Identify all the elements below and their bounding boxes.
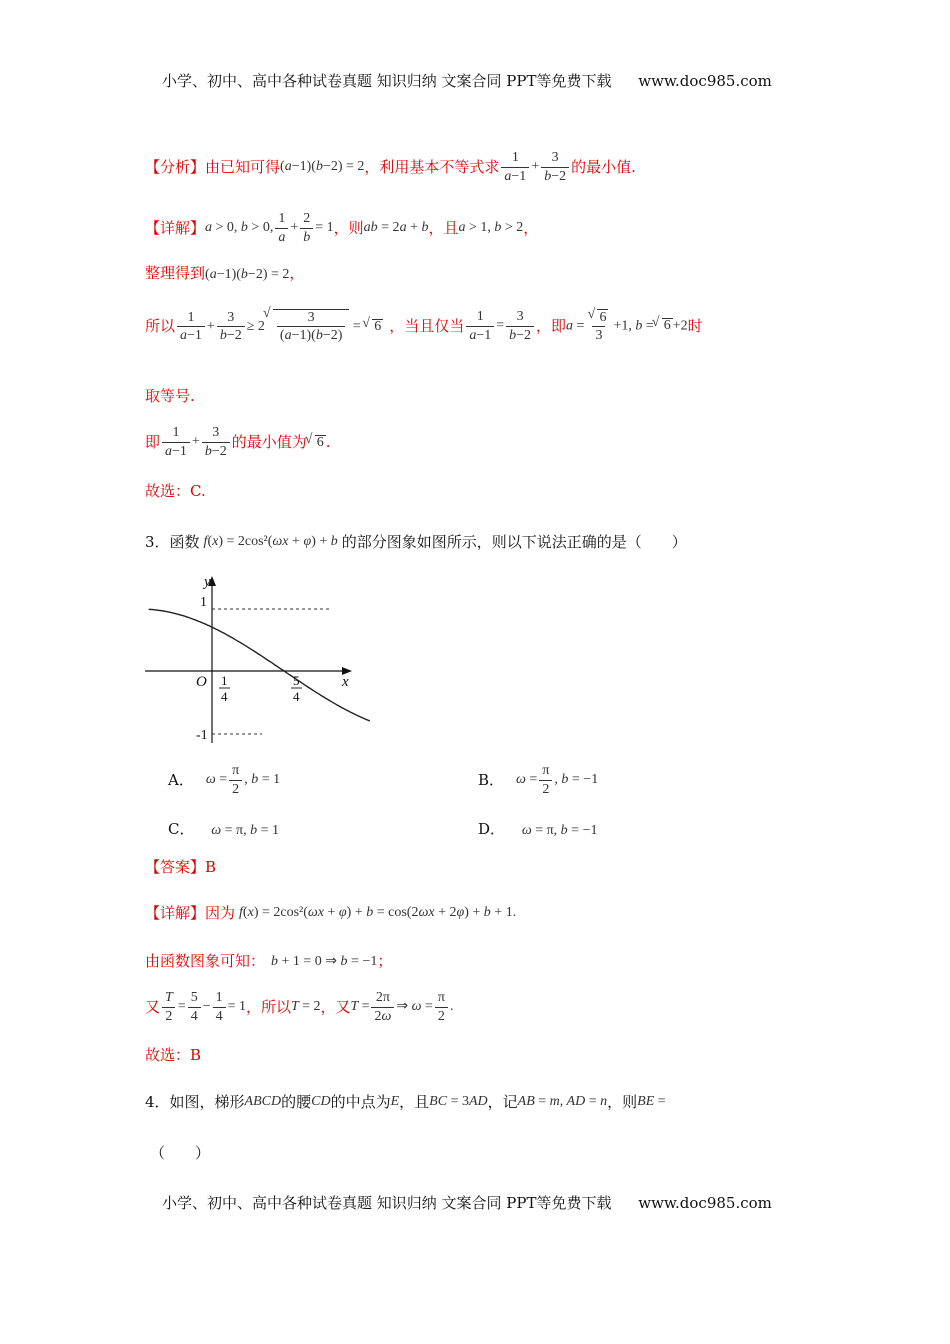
detail2-math-4: T = 2	[291, 999, 321, 1014]
q3-graph	[140, 568, 370, 748]
detail1-text-1: ，则	[333, 218, 364, 237]
detail2-line3	[145, 986, 453, 1028]
q4-label: 4．如图，梯形	[145, 1092, 245, 1111]
detail1-math-2: ab = 2a + b	[363, 220, 429, 235]
analysis-tag: 【分析】	[145, 157, 206, 176]
detail1-math-3: a > 1, b > 2	[458, 220, 524, 235]
detail1-line5-math-2: √ 6	[307, 435, 326, 450]
footer-text: 小学、初中、高中各种试卷真题 知识归纳 文案合同 PPT等免费下载	[162, 1194, 612, 1212]
detail1-line2	[145, 266, 304, 282]
q3-option-b-letter: B．	[478, 770, 505, 789]
answer-line	[145, 860, 216, 875]
footer-url[interactable]: www.doc985.com	[638, 1194, 772, 1212]
detail1-line2-text: 整理得到	[145, 264, 206, 282]
detail1-line5-end: .	[325, 432, 331, 451]
detail1-line3-math-1: $\frac{1}{a-1}$ + $\frac{3}{b-2}$ ≥ 2 √ $\frac{3}{(a-1)(b-2)}$ = √ 6	[175, 309, 383, 344]
analysis-text-1: 由已知可得	[205, 157, 281, 176]
detail1-line3-math-2: $\frac{1}{a-1}$ = $\frac{3}{b-2}$	[464, 309, 536, 343]
detail2-math-1: f(x) = 2cos²(ωx + φ) + b = cos(2ωx + 2φ) + b + 1.	[239, 905, 517, 920]
detail2-l3-a: 又	[145, 997, 161, 1016]
x-tick-1-4-den: 4	[221, 689, 228, 704]
detail2-tag: 【详解】	[145, 903, 206, 922]
analysis-math-1: (a−1)(b−2) = 2	[280, 159, 365, 174]
x-tick-5-4-den: 4	[293, 689, 300, 704]
detail1-tag: 【详解】	[145, 218, 206, 237]
x-tick-1-4-num: 1	[221, 673, 228, 688]
detail2-l2: 由函数图象可知：	[145, 952, 266, 970]
q3-option-a-letter: A．	[168, 770, 194, 789]
detail1-line4: 取等号.	[145, 387, 195, 405]
q3-function: f(x) = 2cos²(ωx + φ) + b	[203, 534, 338, 549]
q3-suffix: 的部分图象如图所示，则以下说法正确的是（ ）	[341, 532, 687, 551]
header-text: 小学、初中、高中各种试卷真题 知识归纳 文案合同 PPT等免费下载	[162, 72, 612, 90]
q4-paren: （ ）	[150, 1144, 211, 1162]
q4-t2: 的中点为	[330, 1092, 391, 1111]
detail1-line3	[145, 300, 703, 352]
q3-stem	[145, 530, 687, 554]
y-tick-1: 1	[200, 595, 207, 610]
analysis-text-2: ，利用基本不等式求	[364, 157, 500, 176]
detail2-t1: 因为	[205, 903, 236, 922]
y-axis-label: y	[204, 574, 211, 590]
q4-t1: 的腰	[281, 1092, 312, 1111]
detail2-l3-c: ，又	[320, 997, 351, 1016]
detail1-line2-math: (a−1)(b−2) = 2	[205, 267, 290, 282]
answer-value: B	[205, 858, 217, 876]
detail1-line5-mid: 的最小值为	[231, 432, 307, 451]
q3-option-a-math: ω = $\frac{\pi}{2}$ , b = 1	[205, 763, 281, 797]
q3-label: 3．函数	[145, 532, 200, 551]
q3-option-a[interactable]	[168, 760, 280, 800]
footer-banner	[162, 1192, 772, 1213]
q4-t4: ，记	[487, 1092, 518, 1111]
q3-option-c[interactable]	[168, 822, 279, 838]
q4-math-e: E	[390, 1094, 400, 1109]
q4-t5: ，则	[607, 1092, 638, 1111]
q3-option-d[interactable]	[478, 822, 597, 838]
detail1-line3-ji: ，即	[536, 316, 567, 335]
detail2-math-3: $\frac{T}{2}$ = $\frac{5}{4}$ − $\frac{1}{4}$ = 1	[160, 990, 246, 1024]
q3-option-d-letter: D．	[478, 820, 506, 838]
detail1-line5-math-1: $\frac{1}{a-1}$ + $\frac{3}{b-2}$	[160, 425, 232, 459]
q3-option-c-math: ω = π, b = 1	[211, 823, 280, 838]
q4-math-be: BE =	[637, 1094, 666, 1109]
detail1-line2-end: ，	[289, 264, 305, 282]
detail2-math-5: T = $\frac{2\pi}{2\omega}$ ⇒ ω = $\frac{\pi}{2}$ .	[350, 990, 454, 1024]
detail2-line2	[145, 954, 392, 969]
detail2-choice: 故选：B	[145, 1046, 202, 1064]
q3-option-b[interactable]	[478, 760, 598, 800]
analysis-text-3: 的最小值.	[571, 157, 636, 176]
q3-option-b-math: ω = $\frac{\pi}{2}$ , b = −1	[516, 763, 599, 797]
detail1-line3-math-3: a = √ $\frac{6}{3}$ +1, b =√ 6 +2	[566, 309, 688, 344]
x-axis-label: x	[342, 674, 349, 690]
origin-label: O	[196, 674, 207, 690]
detail2-math-2: b + 1 = 0 ⇒ b = −1	[271, 953, 378, 969]
detail2-l2-end: ；	[377, 952, 393, 970]
detail1-text-2: ，且	[428, 218, 459, 237]
x-tick-5-4-num: 5	[293, 673, 300, 688]
q4-math-abcd: ABCD	[244, 1094, 282, 1109]
detail1-text-3: ，	[523, 218, 539, 237]
answer-tag: 【答案】	[145, 858, 206, 876]
detail2-l3-b: ，所以	[246, 997, 292, 1016]
q4-math-vectors: AB = m, AD = n	[517, 1094, 608, 1109]
detail1-line1	[145, 210, 538, 246]
q3-option-c-letter: C．	[168, 820, 195, 838]
q4-math-cd: CD	[311, 1094, 331, 1109]
analysis-line	[145, 150, 636, 184]
q3-option-d-math: ω = π, b = −1	[521, 823, 598, 838]
analysis-math-2: $\frac{1}{a-1}$ + $\frac{3}{b-2}$	[499, 150, 571, 184]
detail1-line5-start: 即	[145, 432, 161, 451]
detail2-line1	[145, 898, 516, 928]
detail1-line3-mid: ，当且仅当	[389, 316, 465, 335]
header-url[interactable]: www.doc985.com	[638, 72, 772, 90]
y-tick-neg1: -1	[196, 728, 208, 743]
q4-math-bc: BC = 3AD	[429, 1094, 488, 1109]
detail1-line3-end: 时	[687, 316, 703, 335]
q4-t3: ，且	[399, 1092, 430, 1111]
header-banner	[162, 70, 772, 91]
q4-stem	[145, 1088, 666, 1116]
detail1-choice: 故选：C.	[145, 482, 206, 500]
detail1-line3-start: 所以	[145, 316, 176, 335]
detail1-line5	[145, 422, 331, 462]
detail1-math-1: a > 0, b > 0, $\frac{1}{a}$ + $\frac{2}{b}$ = 1	[205, 211, 334, 245]
